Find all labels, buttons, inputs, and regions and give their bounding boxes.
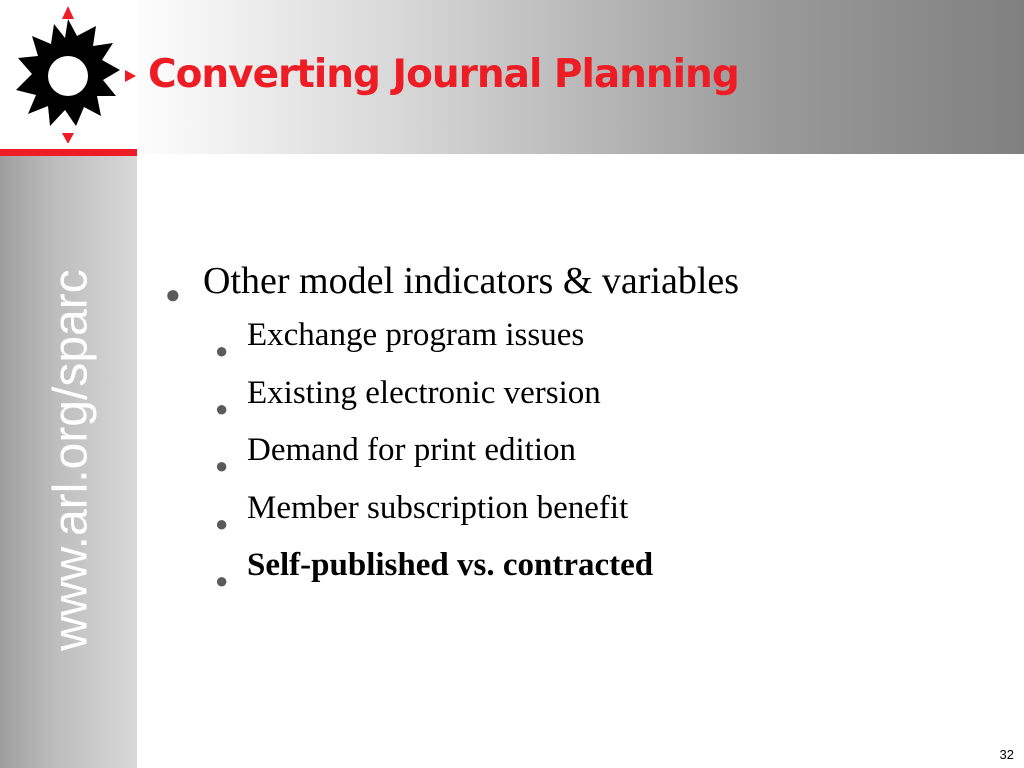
logo: [0, 0, 137, 149]
page-number: 32: [999, 747, 1014, 762]
slide-title: Converting Journal Planning: [148, 52, 739, 97]
side-url: www.arl.org/sparc: [44, 269, 98, 651]
sub-bullet-item: [165, 422, 739, 480]
bullet-text: Other model indicators & variables: [203, 260, 740, 302]
bullet-dot-icon: ●: [215, 568, 229, 593]
sub-bullet-item: [165, 365, 739, 423]
bullet-item: [165, 255, 739, 307]
sub-bullet-item-emphasized: [165, 537, 739, 595]
bullet-dot-icon: ●: [215, 338, 229, 363]
bullet-list: [165, 255, 739, 595]
sub-bullet-text: Member subscription benefit: [247, 489, 629, 526]
bullet-dot-icon: ●: [215, 510, 229, 536]
accent-rule: [0, 149, 137, 156]
sub-bullet-item: [165, 480, 739, 538]
sub-bullet-item: [165, 307, 739, 365]
sub-bullet-text: Demand for print edition: [247, 432, 577, 468]
sub-bullet-text: Self-published vs. contracted: [247, 547, 654, 583]
bullet-dot-icon: ●: [165, 280, 181, 309]
sub-bullet-text: Exchange program issues: [247, 317, 585, 353]
sub-bullet-list: [165, 307, 739, 595]
bullet-dot-icon: ●: [215, 453, 229, 478]
sparc-starburst-logo-icon: [0, 6, 137, 143]
bullet-dot-icon: ●: [215, 395, 229, 421]
sub-bullet-group: [165, 307, 739, 595]
sub-bullet-text: Existing electronic version: [247, 374, 601, 411]
